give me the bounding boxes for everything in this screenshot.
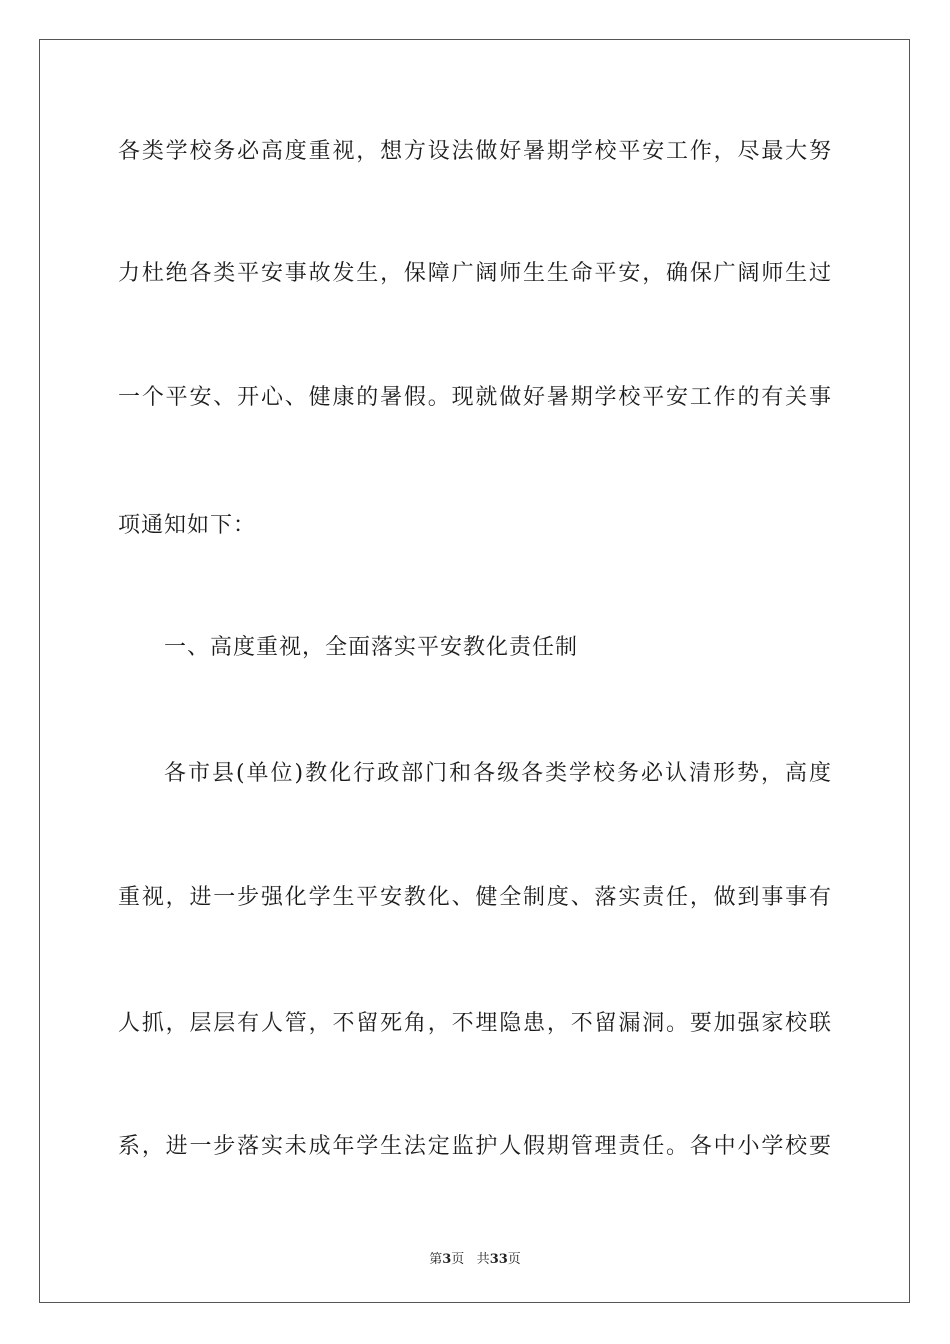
paragraph-line: 项通知如下： — [118, 513, 257, 538]
paragraph-line: 人抓，层层有人管，不留死角，不埋隐患，不留漏洞。要加强家校联 — [118, 1011, 832, 1036]
page-border — [39, 39, 910, 1303]
paragraph-line: 力杜绝各类平安事故发生，保障广阔师生生命平安，确保广阔师生过 — [118, 261, 832, 286]
paragraph-line: 各市县(单位)教化行政部门和各级各类学校务必认清形势，高度 — [164, 761, 832, 786]
paragraph-line: 重视，进一步强化学生平安教化、健全制度、落实责任，做到事事有 — [118, 885, 832, 910]
page-number: 3 — [442, 1252, 452, 1267]
page-label-suffix: 页 — [451, 1252, 465, 1267]
section-heading: 一、高度重视，全面落实平安教化责任制 — [164, 635, 579, 660]
paragraph-line: 各类学校务必高度重视，想方设法做好暑期学校平安工作，尽最大努 — [118, 139, 832, 164]
paragraph-line: 系，进一步落实未成年学生法定监护人假期管理责任。各中小学校要 — [118, 1134, 832, 1159]
total-label-suffix: 页 — [507, 1252, 521, 1267]
paragraph-line: 一个平安、开心、健康的暑假。现就做好暑期学校平安工作的有关事 — [118, 385, 832, 410]
page-footer — [0, 1248, 950, 1267]
total-label-prefix: 共 — [476, 1252, 490, 1267]
total-pages: 33 — [489, 1252, 508, 1267]
page-label-prefix: 第 — [429, 1252, 443, 1267]
